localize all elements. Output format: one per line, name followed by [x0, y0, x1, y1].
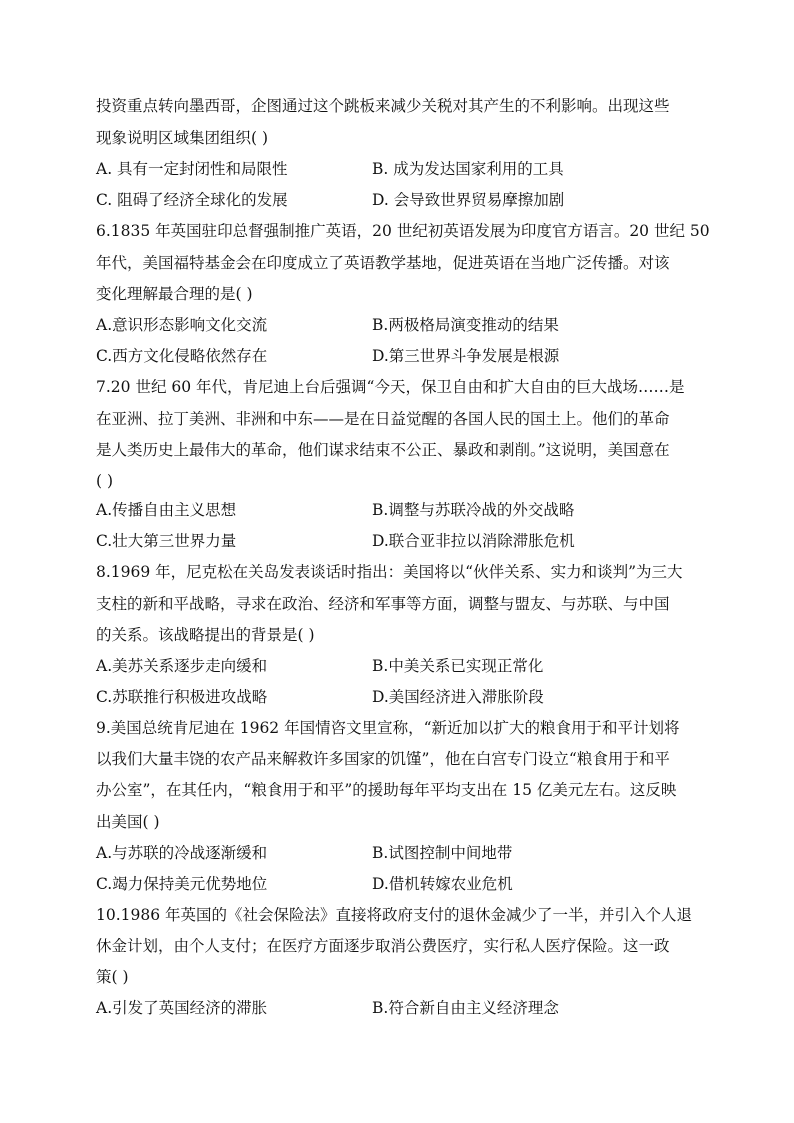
option-b: B.试图控制中间地带 — [372, 844, 513, 862]
question-text-line: 支柱的新和平战略，寻求在政治、经济和军事等方面，调整与盟友、与苏联、与中国 — [96, 595, 670, 613]
question-text-line: 现象说明区域集团组织( ) — [96, 129, 269, 147]
option-d: D.美国经济进入滞胀阶段 — [372, 688, 544, 706]
option-d: D.第三世界斗争发展是根源 — [372, 347, 560, 365]
option-c: C.竭力保持美元优势地位 — [96, 875, 268, 893]
question-text-line: 在亚洲、拉丁美洲、非洲和中东——是在日益觉醒的各国人民的国土上。他们的革命 — [96, 410, 670, 428]
option-a: A.美苏关系逐步走向缓和 — [96, 657, 268, 675]
question-text-line: 变化理解最合理的是( ) — [96, 285, 253, 303]
option-b: B. 成为发达国家利用的工具 — [372, 160, 564, 178]
option-c: C.壮大第三世界力量 — [96, 532, 237, 550]
question-text-line: 办公室”，在其任内，“粮食用于和平”的援助每年平均支出在 15 亿美元左右。这反映 — [96, 781, 677, 799]
option-a: A. 具有一定封闭性和局限性 — [96, 160, 288, 178]
option-a: A.传播自由主义思想 — [96, 501, 237, 519]
question-text-line: 6.1835 年英国驻印总督强制推广英语，20 世纪初英语发展为印度官方语言。20 世纪 50 — [96, 222, 710, 240]
question-text-line: 是人类历史上最伟大的革命，他们谋求结束不公正、暴政和剥削。”这说明，美国意在 — [96, 441, 670, 459]
question-text-line: 年代，美国福特基金会在印度成立了英语教学基地，促进英语在当地广泛传播。对该 — [96, 254, 670, 272]
option-c: C.西方文化侵略依然存在 — [96, 347, 268, 365]
question-text-line: 10.1986 年英国的《社会保险法》直接将政府支付的退休金减少了一半，并引入个人退 — [96, 906, 693, 924]
option-a: A.引发了英国经济的滞胀 — [96, 999, 268, 1017]
option-b: B.调整与苏联冷战的外交战略 — [372, 501, 575, 519]
option-b: B.中美关系已实现正常化 — [372, 657, 544, 675]
question-text-line: 的关系。该战略提出的背景是( ) — [96, 626, 315, 644]
question-text-line: 7.20 世纪 60 年代，肯尼迪上台后强调“今天，保卫自由和扩大自由的巨大战场……是 — [96, 378, 685, 396]
option-a: A.与苏联的冷战逐渐缓和 — [96, 844, 268, 862]
question-text-line: ( ) — [96, 472, 114, 490]
option-b: B.两极格局演变推动的结果 — [372, 316, 559, 334]
option-c: C.苏联推行积极进攻战略 — [96, 688, 268, 706]
question-text-line: 9.美国总统肯尼迪在 1962 年国情咨文里宣称，“新近加以扩大的粮食用于和平计划将 — [96, 719, 680, 737]
question-text-line: 出美国( ) — [96, 813, 160, 831]
question-text-line: 休金计划，由个人支付；在医疗方面逐步取消公费医疗，实行私人医疗保险。这一政 — [96, 937, 670, 955]
option-c: C. 阻碍了经济全球化的发展 — [96, 191, 288, 209]
option-d: D.借机转嫁农业危机 — [372, 875, 513, 893]
question-text-line: 策( ) — [96, 968, 129, 986]
option-b: B.符合新自由主义经济理念 — [372, 999, 559, 1017]
question-text-line: 投资重点转向墨西哥，企图通过这个跳板来减少关税对其产生的不利影响。出现这些 — [96, 97, 670, 115]
option-a: A.意识形态影响文化交流 — [96, 316, 268, 334]
option-d: D. 会导致世界贸易摩擦加剧 — [372, 191, 565, 209]
option-d: D.联合亚非拉以消除滞胀危机 — [372, 532, 575, 550]
question-text-line: 8.1969 年，尼克松在关岛发表谈话时指出：美国将以“伙伴关系、实力和谈判”为三大 — [96, 563, 683, 581]
question-text-line: 以我们大量丰饶的农产品来解救许多国家的饥馑”，他在白宫专门设立“粮食用于和平 — [96, 750, 670, 768]
